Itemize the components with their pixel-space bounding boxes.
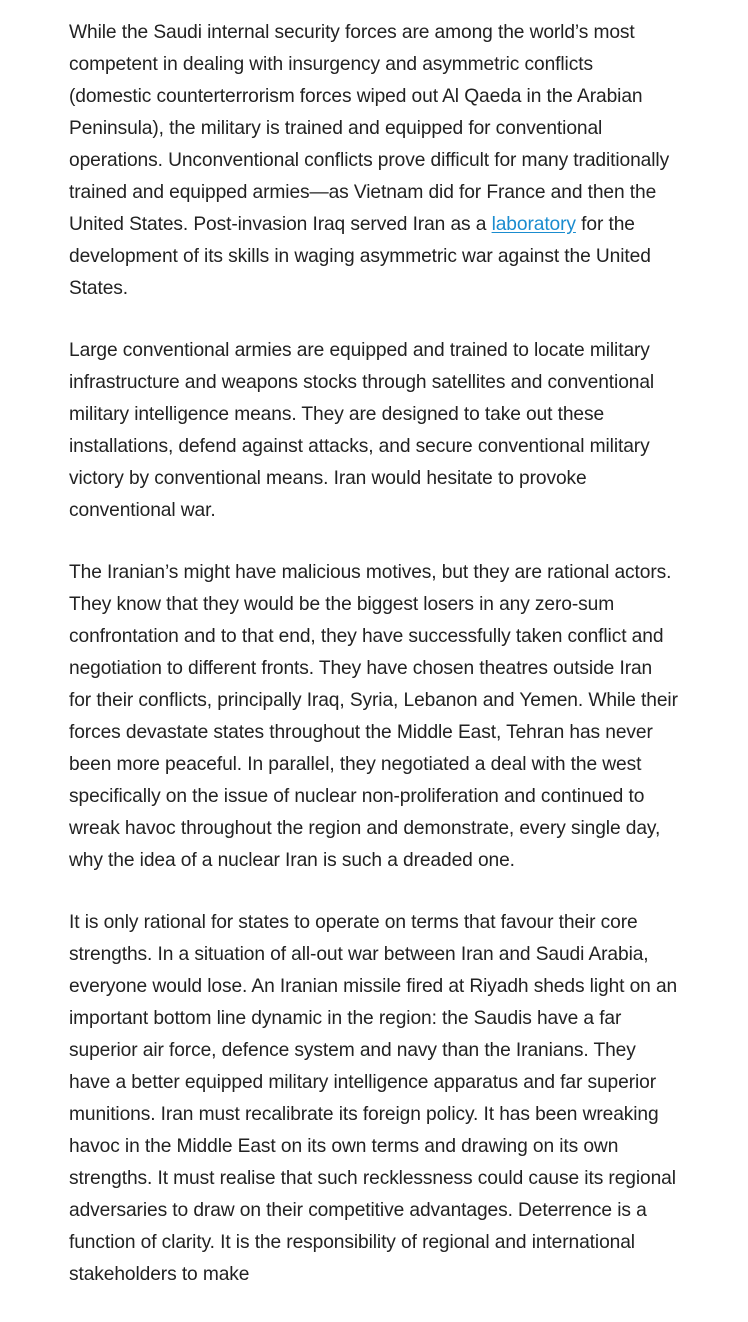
paragraph-conventional-armies: Large conventional armies are equipped and trained to locate military infrastructure and weapons stocks through satellites and conventional military intelligence means. They are designed to take out these installations, defend against attacks, and secure conventional military victory by conventional means. Iran would hesitate to provoke conventional war. (69, 340, 655, 521)
paragraph-text-before-link: While the Saudi internal security forces are among the world’s most competent in dealing with insurgency and asymmetric conflicts (domestic counterterrorism forces wiped out Al Qaeda in the Arabian Peninsula), the military is trained and equipped for conventional operations. Unconventional conflicts prove difficult for many traditionally trained and equipped armies—as Vietnam did for France and then the United States. Post-invasion Iraq served Iran as a (69, 22, 670, 235)
paragraph-text-after-link: for the development of its skills in waging asymmetric war against the United States. (69, 214, 651, 299)
paragraph-saudi-forces (69, 17, 679, 305)
laboratory-link[interactable]: laboratory (491, 214, 576, 235)
paragraph-rational-states: It is only rational for states to operate on terms that favour their core strengths. In a situation of all-out war between Iran and Saudi Arabia, everyone would lose. An Iranian missile fired at Riyadh sheds light on an important bottom line dynamic in the region: the Saudis have a far superior air force, defence system and navy than the Iranians. They have a better equipped military intelligence apparatus and far superior munitions. Iran must recalibrate its foreign policy. It has been wreaking havoc in the Middle East on its own terms and drawing on its own strengths. It must realise that such recklessness could cause its regional adversaries to draw on their competitive advantages. Deterrence is a function of clarity. It is the responsibility of regional and international stakeholders to make (69, 912, 678, 1285)
paragraph-iranian-motives: The Iranian’s might have malicious motives, but they are rational actors. They know that they would be the biggest losers in any zero-sum confrontation and to that end, they have successfully taken conflict and negotiation to different fronts. They have chosen theatres outside Iran for their conflicts, principally Iraq, Syria, Lebanon and Yemen. While their forces devastate states throughout the Middle East, Tehran has never been more peaceful. In parallel, they negotiated a deal with the west specifically on the issue of nuclear non-proliferation and continued to wreak havoc throughout the region and demonstrate, every single day, why the idea of a nuclear Iran is such a dreaded one. (69, 562, 678, 871)
article-body (69, 17, 679, 1321)
